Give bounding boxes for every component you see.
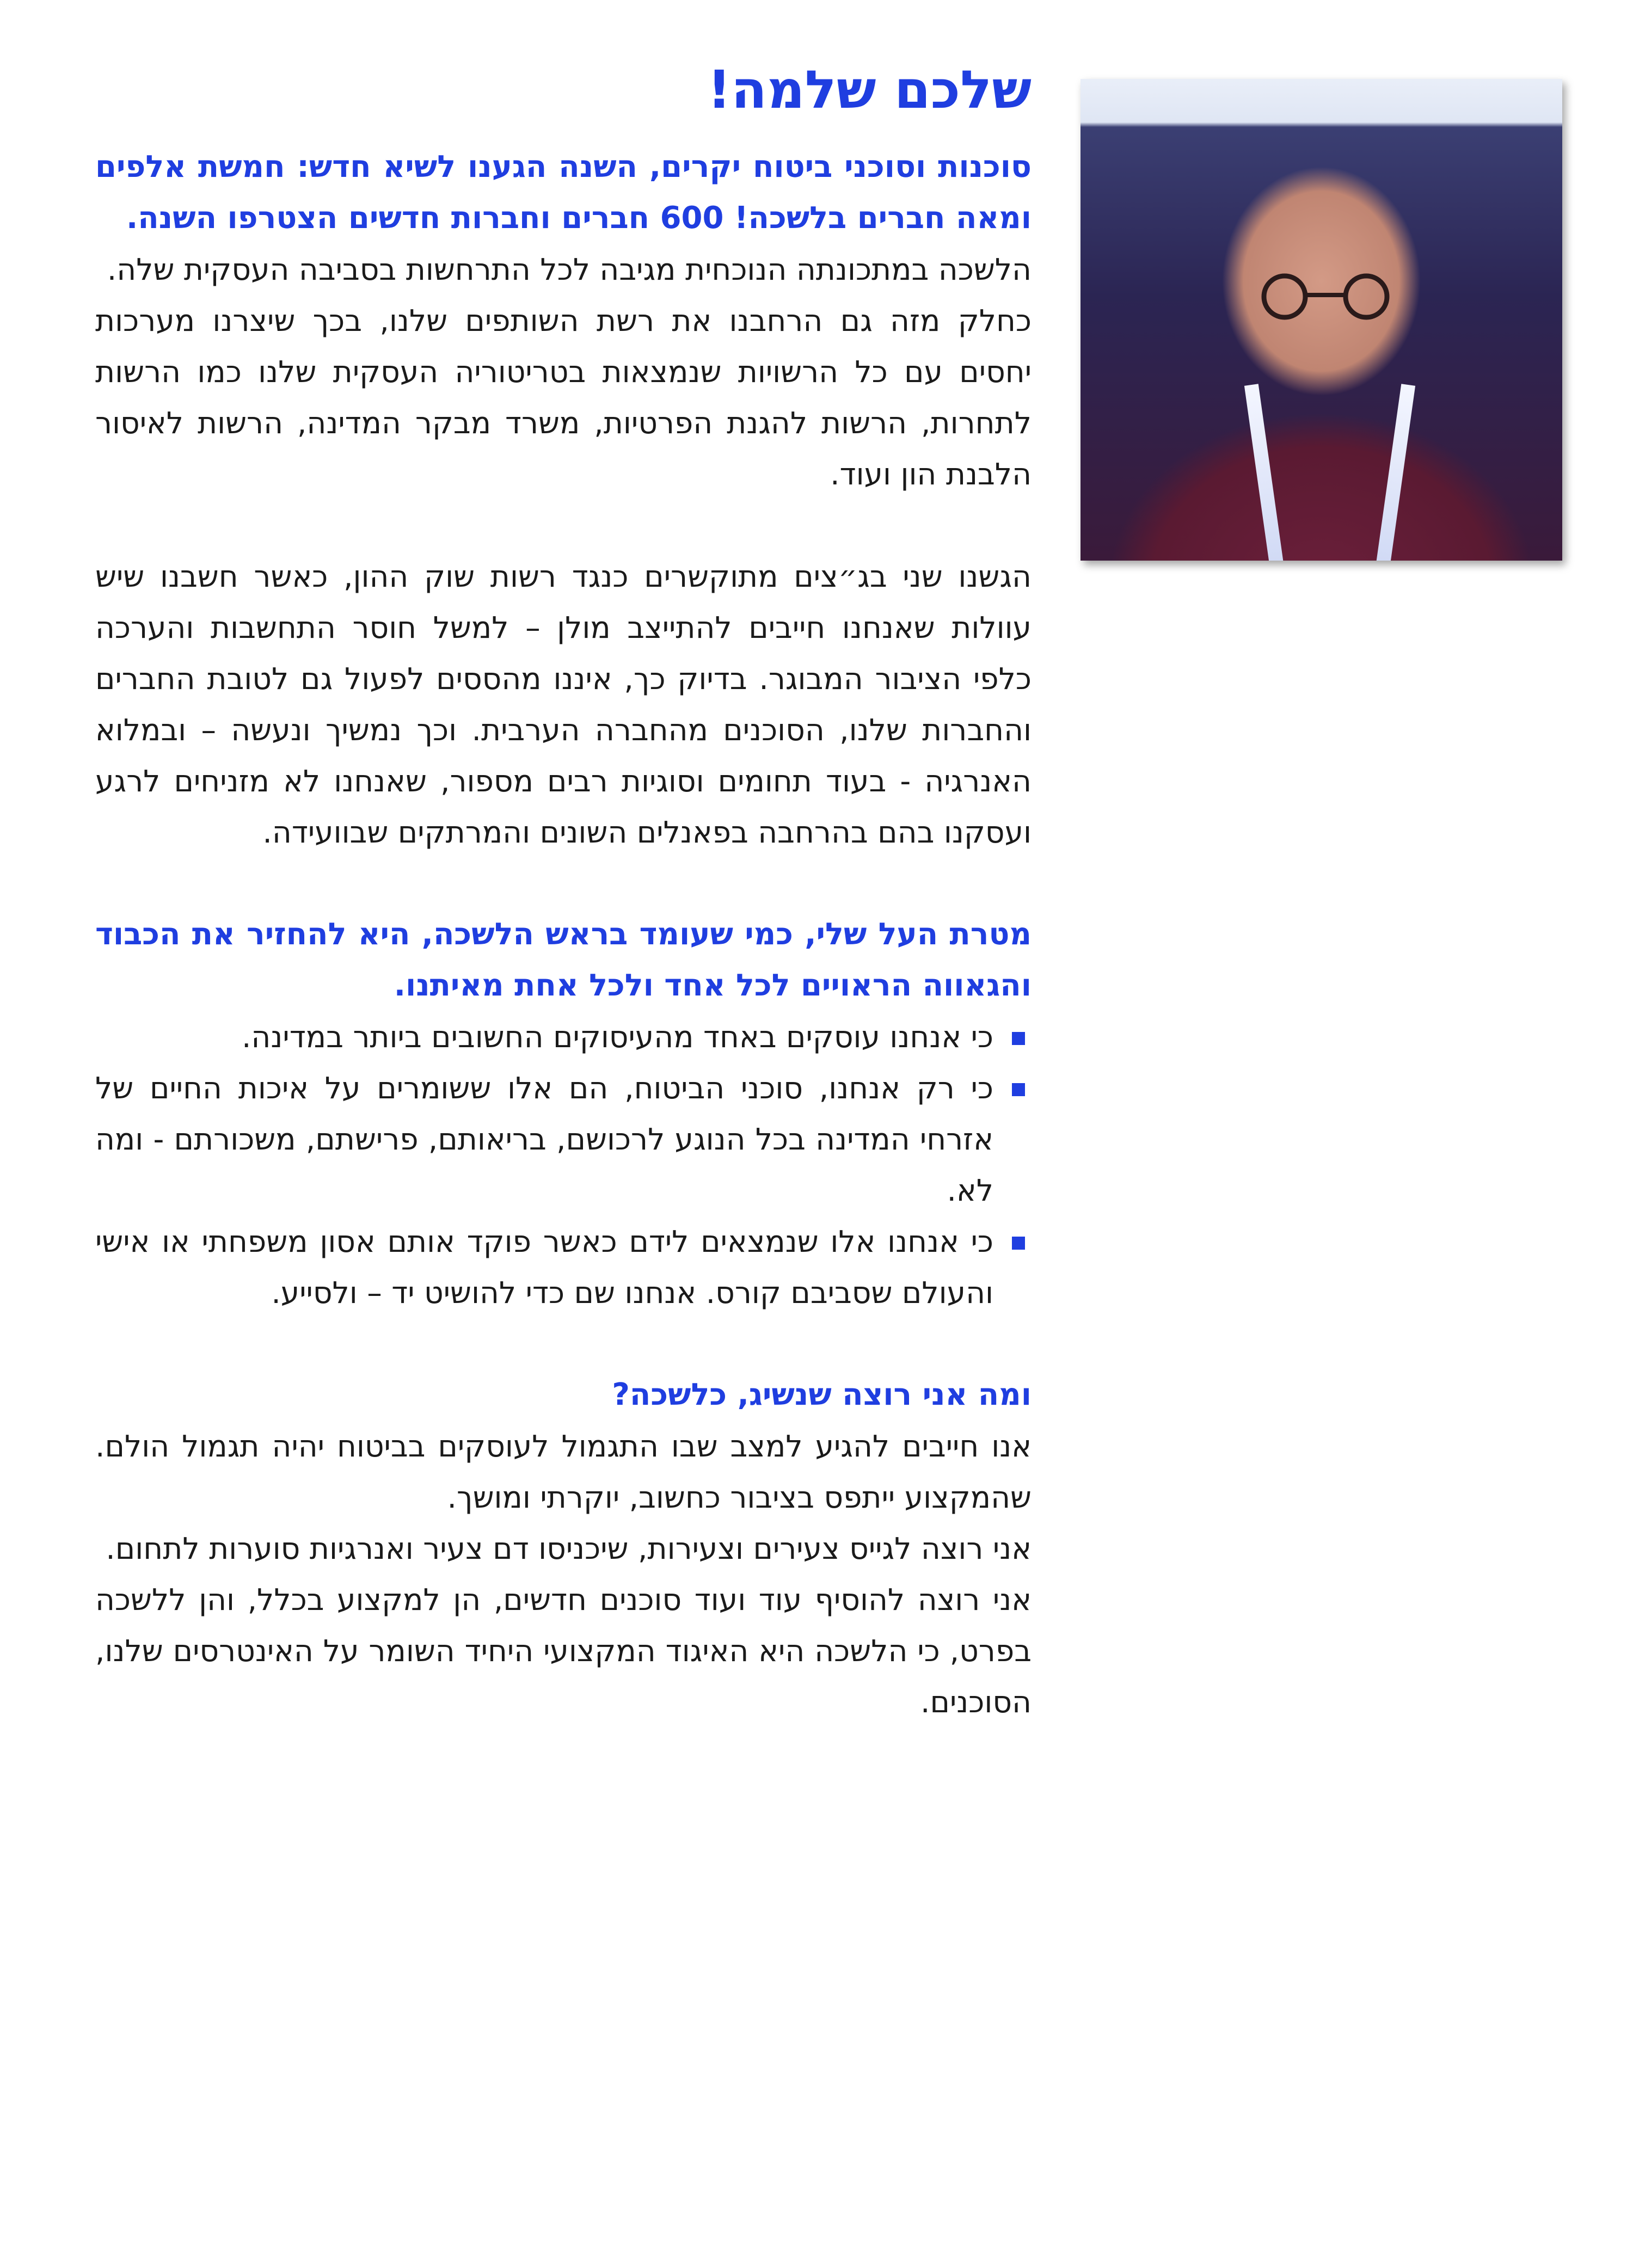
list-item-text: כי אנחנו עוסקים באחד מהעיסוקים החשובים ביותר במדינה. xyxy=(241,1019,993,1054)
list-item-text: כי רק אנחנו, סוכני הביטוח, הם אלו ששומרים על איכות החיים של אזרחי המדינה בכל הנוגע לרכושם, בריאותם, פרישתם, משכורתם - ומה לא. xyxy=(95,1071,993,1208)
spacer xyxy=(95,1318,1032,1369)
reasons-list xyxy=(95,1011,1032,1318)
list-item xyxy=(95,1011,1032,1062)
bullet-square-icon xyxy=(1012,1237,1025,1250)
wish-paragraph-1: אנו חייבים להגיע למצב שבו התגמול לעוסקים בביטוח יהיה תגמול הולם. שהמקצוע ייתפס בציבור כחשוב, יוקרתי ומושך. xyxy=(95,1429,1032,1515)
wish-heading: ומה אני רוצה שנשיג, כלשכה? xyxy=(612,1377,1032,1412)
portrait-photo xyxy=(1081,79,1562,561)
glasses-icon xyxy=(1247,272,1404,321)
list-item-text: כי אנחנו אלו שנמצאים לידם כאשר פוקד אותם אסון משפחתי או אישי והעולם שסביבם קורס. אנחנו שם כדי להושיט יד – ולסייע. xyxy=(95,1224,993,1310)
lead-paragraph: סוכנות וסוכני ביטוח יקרים, השנה הגענו לשיא חדש: חמשת אלפים ומאה חברים בלשכה! 600 חברים וחברות חדשים הצטרפו השנה. xyxy=(95,149,1032,236)
wish-paragraph-2: אני רוצה לגייס צעירים וצעירות, שיכניסו דם צעיר ואנרגיות סוערות לתחום. xyxy=(106,1531,1032,1566)
intro-paragraph-2: כחלק מזה גם הרחבנו את רשת השותפים שלנו, בכך שיצרנו מערכות יחסים עם כל הרשויות שנמצאות בטריטוריה העסקית שלנו כמו הרשות לתחרות, הרשות להגנת הפרטיות, משרד מבקר המדינה, הרשות לאיסור הלבנת הון ועוד. xyxy=(95,303,1032,491)
article-body xyxy=(95,57,1032,1728)
goal-heading: מטרת העל שלי, כמי שעומד בראש הלשכה, היא להחזיר את הכבוד והגאווה הראויים לכל אחד ולכל אחת מאיתנו. xyxy=(95,917,1032,1003)
intro-paragraph-1: הלשכה במתכונתה הנוכחית מגיבה לכל התרחשות בסביבה העסקית שלה. xyxy=(107,252,1032,287)
list-item xyxy=(95,1062,1032,1216)
wish-paragraph-3: אני רוצה להוסיף עוד ועוד סוכנים חדשים, הן למקצוע בכלל, והן ללשכה בפרט, כי הלשכה היא האיגוד המקצועי היחיד השומר על האינטרסים שלנו, הסוכנים. xyxy=(95,1582,1032,1719)
lanyard-left xyxy=(1244,384,1290,561)
bagatz-paragraph: הגשנו שני בג״צים מתוקשרים כנגד רשות שוק ההון, כאשר חשבנו שיש עוולות שאנחנו חייבים להתייצב מולן – למשל חוסר התחשבות והערכה כלפי הציבור המבוגר. בדיוק כך, איננו מהססים לפעול גם לטובת החברים והחברות שלנו, הסוכנים מהחברה הערבית. וכך נמשיך ונעשה – ובמלוא האנרגיה - בעוד תחומים וסוגיות רבים מספור, שאנחנו לא מזניחים לרגע ועסקנו בהם בהרחבה בפאנלים השונים והמרתקים שבוועידה. xyxy=(95,559,1032,850)
page-title: שלכם שלמה! xyxy=(707,59,1032,120)
spacer xyxy=(95,858,1032,909)
spacer xyxy=(95,500,1032,551)
list-item xyxy=(95,1216,1032,1318)
bullet-square-icon xyxy=(1012,1032,1025,1045)
lanyard-right xyxy=(1370,384,1415,561)
bullet-square-icon xyxy=(1012,1083,1025,1096)
